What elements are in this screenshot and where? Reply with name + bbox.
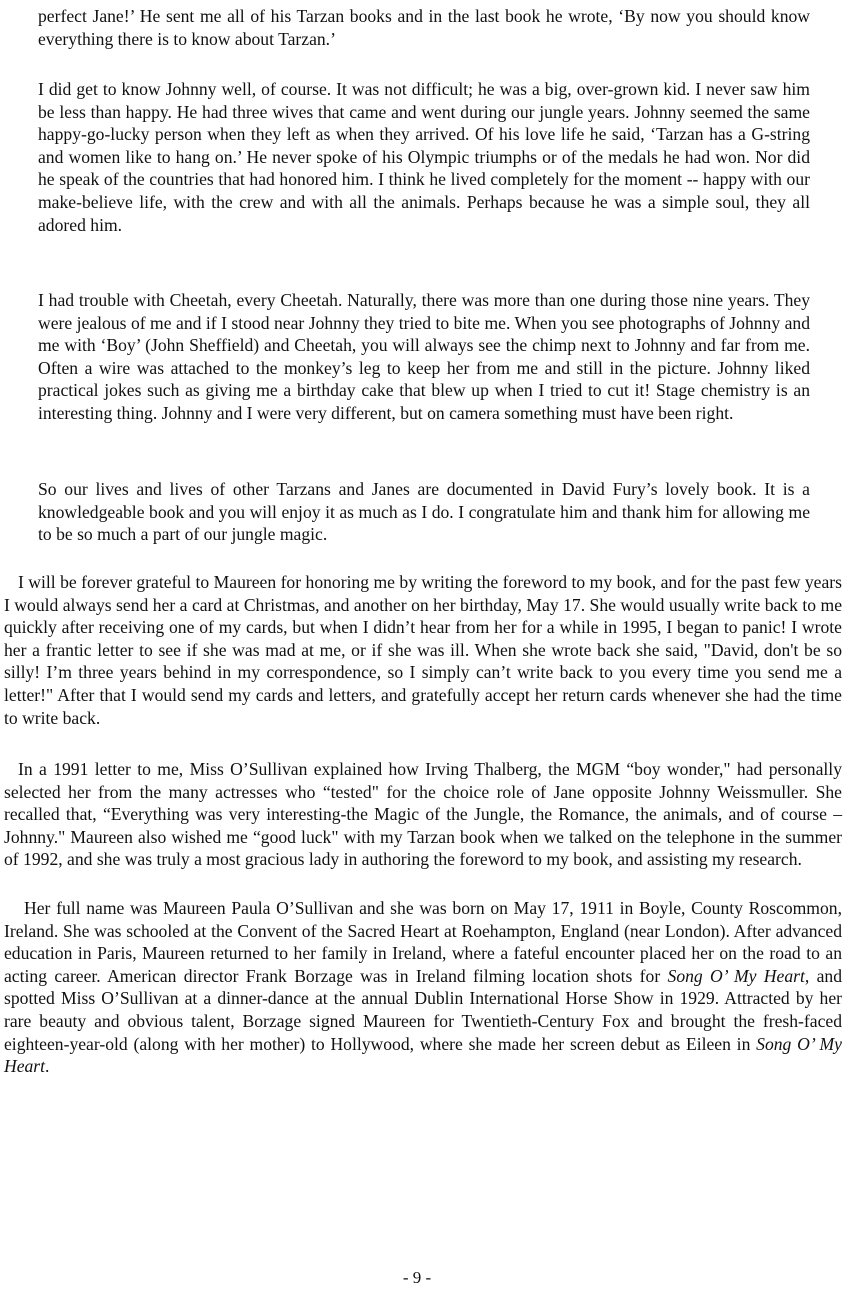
text-span: , and spotted Miss O’Sullivan at a dinner-dance at the annual Dublin International Horse Show in 1929. Attracted by her rare beauty and obvious talent, Borzage signed Maureen for Twentieth-Century Fox and brought the fresh-faced eighteen-year-old (along with her mother) to Hollywood, where she made her screen debut as Eileen in: [4, 965, 842, 1054]
page-number: - 9 -: [402, 1268, 432, 1287]
text-span: .: [45, 1056, 50, 1077]
body-paragraph: I will be forever grateful to Maureen for honoring me by writing the foreword to my book, and for the past few years I would always send her a card at Christmas, and another on her birthday, May 17. She would usually write back to me quickly after receiving one of my cards, but when I didn’t hear from her for a while in 1995, I began to panic! I wrote her a frantic letter to see if she was mad at me, or if she was ill. When she wrote back she said, "David, don't be so silly! I’m three years behind in my correspondence, so I simply can’t write back to you every time you send me a letter!" After that I would send my cards and letters, and gratefully accept her return cards whenever she had the time to write back.: [4, 572, 842, 728]
film-title: Song O’ My Heart: [4, 1033, 842, 1077]
body-paragraph-biography: [4, 897, 842, 1078]
quote-paragraph: I did get to know Johnny well, of course. It was not difficult; he was a big, over-grown kid. I never saw him be less than happy. He had three wives that came and went during our jungle years. Johnny seemed the same happy-go-lucky person when they left as when they arrived. Of his love life he said, ‘Tarzan has a G-string and women like to hang on.’ He never spoke of his Olympic triumphs or of the medals he had won. Nor did he speak of the countries that had honored him. I think he lived completely for the moment -- happy with our make-believe life, with the crew and with all the animals. Perhaps because he was a simple soul, they all adored him.: [38, 79, 810, 235]
text-span: Her full name was Maureen Paula O’Sullivan and she was born on May 17, 1911 in Boyle, County Roscommon, Ireland. She was schooled at the Convent of the Sacred Heart at Roehampton, England (near London). After advanced education in Paris, Maureen returned to her family in Ireland, where a fateful encounter placed her on the road to an acting career. American director Frank Borzage was in Ireland filming location shots for: [4, 898, 842, 986]
film-title: Song O’ My Heart: [667, 965, 805, 986]
body-paragraph: In a 1991 letter to me, Miss O’Sullivan explained how Irving Thalberg, the MGM “boy wonder," had personally selected her from the many actresses who “tested" for the choice role of Jane opposite Johnny Weissmuller. She recalled that, “Everything was very interesting-the Magic of the Jungle, the Romance, the animals, and of course – Johnny." Maureen also wished me “good luck" with my Tarzan book when we talked on the telephone in the summer of 1992, and she was truly a most gracious lady in authoring the foreword to my book, and assisting my research.: [4, 759, 842, 870]
quote-paragraph: perfect Jane!’ He sent me all of his Tarzan books and in the last book he wrote, ‘By now you should know everything there is to know about Tarzan.’: [38, 6, 810, 49]
quote-paragraph: So our lives and lives of other Tarzans and Janes are documented in David Fury’s lovely book. It is a knowledgeable book and you will enjoy it as much as I do. I congratulate him and thank him for allowing me to be so much a part of our jungle magic.: [38, 479, 810, 545]
quote-paragraph: I had trouble with Cheetah, every Cheetah. Naturally, there was more than one during those nine years. They were jealous of me and if I stood near Johnny they tried to bite me. When you see photographs of Johnny and me with ‘Boy’ (John Sheffield) and Cheetah, you will always see the chimp next to Johnny and far from me. Often a wire was attached to the monkey’s leg to keep her from me and still in the picture. Johnny liked practical jokes such as giving me a birthday cake that blew up when I tried to cut it! Stage chemistry is an interesting thing. Johnny and I were very different, but on camera something must have been right.: [38, 290, 810, 423]
